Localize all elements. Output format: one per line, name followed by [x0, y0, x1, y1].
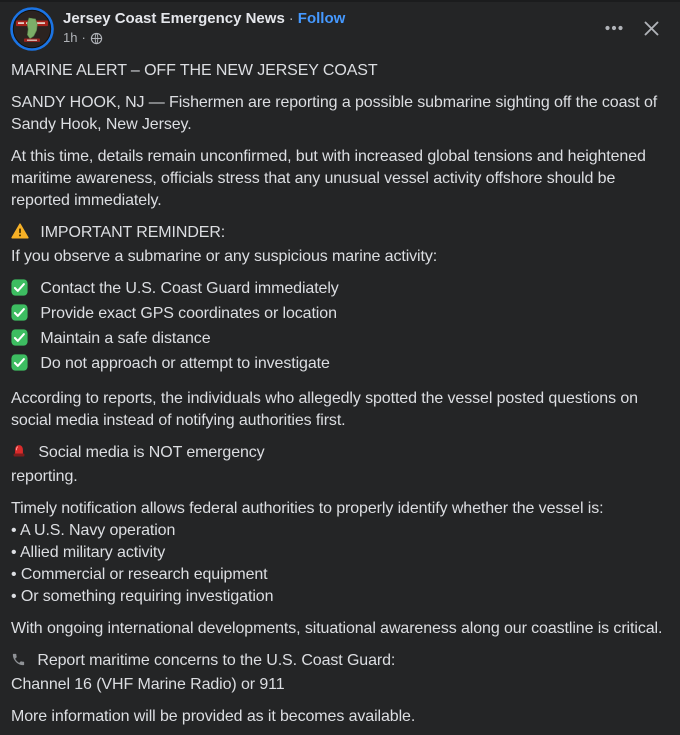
post-line	[11, 520, 668, 542]
post-line	[11, 498, 668, 520]
post-block	[11, 388, 668, 432]
page-name-link[interactable]: Jersey Coast Emergency News	[63, 10, 285, 27]
post-body	[0, 51, 680, 728]
warning-icon	[11, 223, 29, 246]
post-line	[11, 328, 668, 353]
post-block	[11, 650, 668, 696]
post-line	[11, 650, 668, 674]
more-options-button[interactable]	[599, 13, 629, 43]
post-text: • Or something requiring investigation	[11, 588, 274, 605]
post-line	[11, 542, 668, 564]
post-line	[11, 466, 668, 488]
post-text: SANDY HOOK, NJ — Fishermen are reporting a possible submarine sighting off the coast of Sandy Hook, New Jersey.	[11, 94, 658, 133]
close-icon	[641, 18, 662, 39]
post-line	[11, 60, 668, 82]
post-line	[11, 388, 668, 432]
post-line	[11, 586, 668, 608]
post-block	[11, 498, 668, 608]
post-text: Channel 16 (VHF Marine Radio) or 911	[11, 676, 285, 693]
separator-dot: ·	[288, 10, 294, 27]
check-icon	[11, 354, 28, 378]
meta-row	[63, 30, 345, 46]
check-icon	[11, 304, 28, 328]
post-line	[11, 706, 668, 728]
post-text: With ongoing international developments, situational awareness along our coastline is critical.	[11, 620, 663, 637]
close-button[interactable]	[637, 14, 666, 43]
post-text: • A U.S. Navy operation	[11, 522, 176, 539]
ellipsis-icon	[603, 17, 625, 39]
check-icon	[11, 329, 28, 353]
post-text: MARINE ALERT – OFF THE NEW JERSEY COAST	[11, 62, 378, 79]
post-block	[11, 618, 668, 640]
post-block	[11, 222, 668, 268]
post-line	[11, 564, 668, 586]
post-text: Do not approach or attempt to investigate	[40, 355, 330, 372]
post-line	[11, 222, 668, 246]
post-header	[0, 2, 680, 51]
name-row	[63, 9, 345, 29]
post-text: Report maritime concerns to the U.S. Coast Guard:	[37, 652, 396, 669]
post-text: At this time, details remain unconfirmed, but with increased global tensions and heightened maritime awareness, officials stress that any unusual vessel activity offshore should be reported immediately.	[11, 148, 646, 209]
post-text: IMPORTANT REMINDER:	[40, 224, 226, 241]
post-block	[11, 706, 668, 728]
post-line	[11, 303, 668, 328]
post-line	[11, 278, 668, 303]
post-block	[11, 278, 668, 378]
timestamp-link[interactable]: 1h	[63, 30, 78, 45]
follow-button[interactable]: Follow	[297, 10, 346, 27]
post-block	[11, 146, 668, 212]
header-text	[63, 7, 345, 46]
post-text: According to reports, the individuals who allegedly spotted the vessel posted questions on social media instead of notifying authorities first.	[11, 390, 638, 429]
page-avatar-image	[10, 7, 54, 51]
post-text: More information will be provided as it becomes available.	[11, 708, 416, 725]
post-text: Social media is NOT emergency	[38, 444, 265, 461]
avatar[interactable]	[10, 7, 54, 51]
post-text: • Allied military activity	[11, 544, 166, 561]
separator-dot: ·	[81, 30, 86, 45]
post-block	[11, 442, 668, 488]
post-line	[11, 618, 668, 640]
post-line	[11, 246, 668, 268]
post-line	[11, 353, 668, 378]
check-icon	[11, 279, 28, 303]
post-block	[11, 92, 668, 136]
globe-icon	[90, 32, 103, 45]
header-controls	[599, 13, 666, 43]
post-text: reporting.	[11, 468, 78, 485]
post-text: If you observe a submarine or any suspicious marine activity:	[11, 248, 438, 265]
post-text: • Commercial or research equipment	[11, 566, 268, 583]
post-line	[11, 92, 668, 136]
post-line	[11, 146, 668, 212]
post-line	[11, 442, 668, 466]
phone-icon	[11, 652, 26, 674]
post-line	[11, 674, 668, 696]
post-text: Maintain a safe distance	[40, 330, 211, 347]
post-text: Timely notification allows federal authorities to properly identify whether the vessel is:	[11, 500, 604, 517]
post-text: Contact the U.S. Coast Guard immediately	[40, 280, 339, 297]
post-text: Provide exact GPS coordinates or location	[40, 305, 337, 322]
post-block	[11, 60, 668, 82]
siren-icon	[11, 443, 27, 466]
